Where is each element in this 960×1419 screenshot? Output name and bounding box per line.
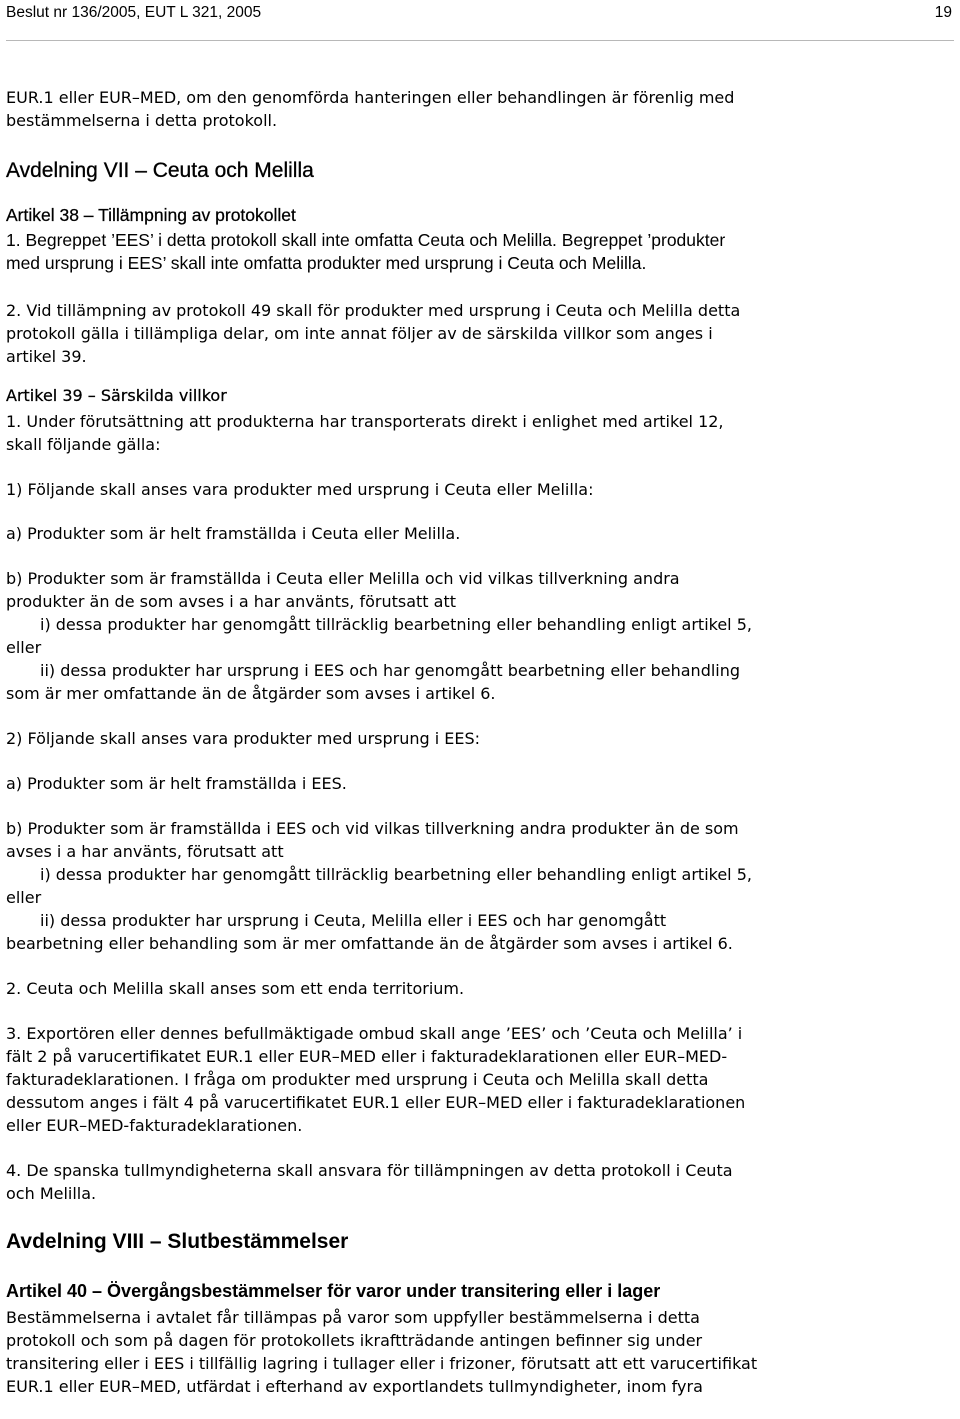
body-line: med ursprung i EES’ skall inte omfatta produkter med ursprung i Ceuta och Melilla. <box>6 253 647 273</box>
body-line: bestämmelserna i detta protokoll. <box>6 111 278 130</box>
body-line: eller <box>6 638 42 657</box>
body-line: Bestämmelserna i avtalet får tillämpas på varor som uppfyller bestämmelserna i detta <box>6 1308 700 1327</box>
body-line: artikel 39. <box>6 347 87 366</box>
body-line: ii) dessa produkter har ursprung i Ceuta, Melilla eller i EES och har genomgått <box>40 911 667 930</box>
body-line: a) Produkter som är helt framställda i EES. <box>6 774 347 793</box>
body-line: dessutom anges i fält 4 på varucertifikatet EUR.1 eller EUR–MED eller i fakturadeklarationen <box>6 1093 746 1112</box>
body-line: och Melilla. <box>6 1184 97 1203</box>
body-line: protokoll gälla i tillämpliga delar, om inte annat följer av de särskilda villkor som anges i <box>6 324 713 343</box>
body-line: 1) Följande skall anses vara produkter med ursprung i Ceuta eller Melilla: <box>6 480 594 499</box>
body-line: a) Produkter som är helt framställda i Ceuta eller Melilla. <box>6 524 461 543</box>
body-line: 4. De spanska tullmyndigheterna skall ansvara för tillämpningen av detta protokoll i Ceuta <box>6 1161 733 1180</box>
body-line: som är mer omfattande än de åtgärder som avses i artikel 6. <box>6 684 496 703</box>
section-heading-avdelning-viii: Avdelning VIII – Slutbestämmelser <box>6 1230 349 1253</box>
body-line: produkter än de som avses i a har använts, förutsatt att <box>6 592 457 611</box>
body-line: EUR.1 eller EUR–MED, om den genomförda hanteringen eller behandlingen är förenlig med <box>6 88 735 107</box>
body-line: bearbetning eller behandling som är mer omfattande än de åtgärder som avses i artikel 6. <box>6 934 733 953</box>
body-line: 1. Under förutsättning att produkterna har transporterats direkt i enlighet med artikel 12, <box>6 412 724 431</box>
body-line: eller EUR–MED-fakturadeklarationen. <box>6 1116 303 1135</box>
section-heading-avdelning-vii: Avdelning VII – Ceuta och Melilla <box>6 159 314 182</box>
document-body <box>6 86 926 1398</box>
body-line: eller <box>6 888 42 907</box>
body-line: i) dessa produkter har genomgått tillräcklig bearbetning eller behandling enligt artikel 5, <box>40 615 752 634</box>
body-line: 1. Begreppet ’EES’ i detta protokoll skall inte omfatta Ceuta och Melilla. Begreppet ’produkter <box>6 230 726 250</box>
body-line: i) dessa produkter har genomgått tillräcklig bearbetning eller behandling enligt artikel 5, <box>40 865 752 884</box>
body-line: 3. Exportören eller dennes befullmäktigade ombud skall ange ’EES’ och ’Ceuta och Melilla’ i <box>6 1024 743 1043</box>
body-line: 2. Ceuta och Melilla skall anses som ett enda territorium. <box>6 979 465 998</box>
article-heading-40: Artikel 40 – Övergångsbestämmelser för varor under transitering eller i lager <box>6 1281 661 1301</box>
page-number: 19 <box>934 4 952 21</box>
body-line: 2) Följande skall anses vara produkter med ursprung i EES: <box>6 729 481 748</box>
body-line: b) Produkter som är framställda i Ceuta eller Melilla och vid vilkas tillverkning andra <box>6 569 680 588</box>
body-line: 2. Vid tillämpning av protokoll 49 skall för produkter med ursprung i Ceuta och Melilla detta <box>6 301 741 320</box>
body-line: transitering eller i EES i tillfällig lagring i tullager eller i frizoner, förutsatt att ett varucertifikat <box>6 1354 758 1373</box>
body-line: EUR.1 eller EUR–MED, utfärdat i efterhand av exportlandets tullmyndigheter, inom fyra <box>6 1377 703 1396</box>
body-line: ii) dessa produkter har ursprung i EES och har genomgått bearbetning eller behandling <box>40 661 741 680</box>
article-heading-39: Artikel 39 – Särskilda villkor <box>6 386 227 405</box>
body-line: avses i a har använts, förutsatt att <box>6 842 284 861</box>
body-line: protokoll och som på dagen för protokollets ikraftträdande antingen befinner sig under <box>6 1331 703 1350</box>
article-heading-38: Artikel 38 – Tillämpning av protokollet <box>6 205 296 225</box>
body-line: b) Produkter som är framställda i EES och vid vilkas tillverkning andra produkter än de som <box>6 819 739 838</box>
document-reference: Beslut nr 136/2005, EUT L 321, 2005 <box>6 4 262 21</box>
body-line: fält 2 på varucertifikatet EUR.1 eller EUR–MED eller i fakturadeklarationen eller EUR–MED- <box>6 1047 728 1066</box>
page-header <box>6 0 954 41</box>
body-line: fakturadeklarationen. I fråga om produkter med ursprung i Ceuta och Melilla skall detta <box>6 1070 709 1089</box>
body-line: skall följande gälla: <box>6 435 161 454</box>
